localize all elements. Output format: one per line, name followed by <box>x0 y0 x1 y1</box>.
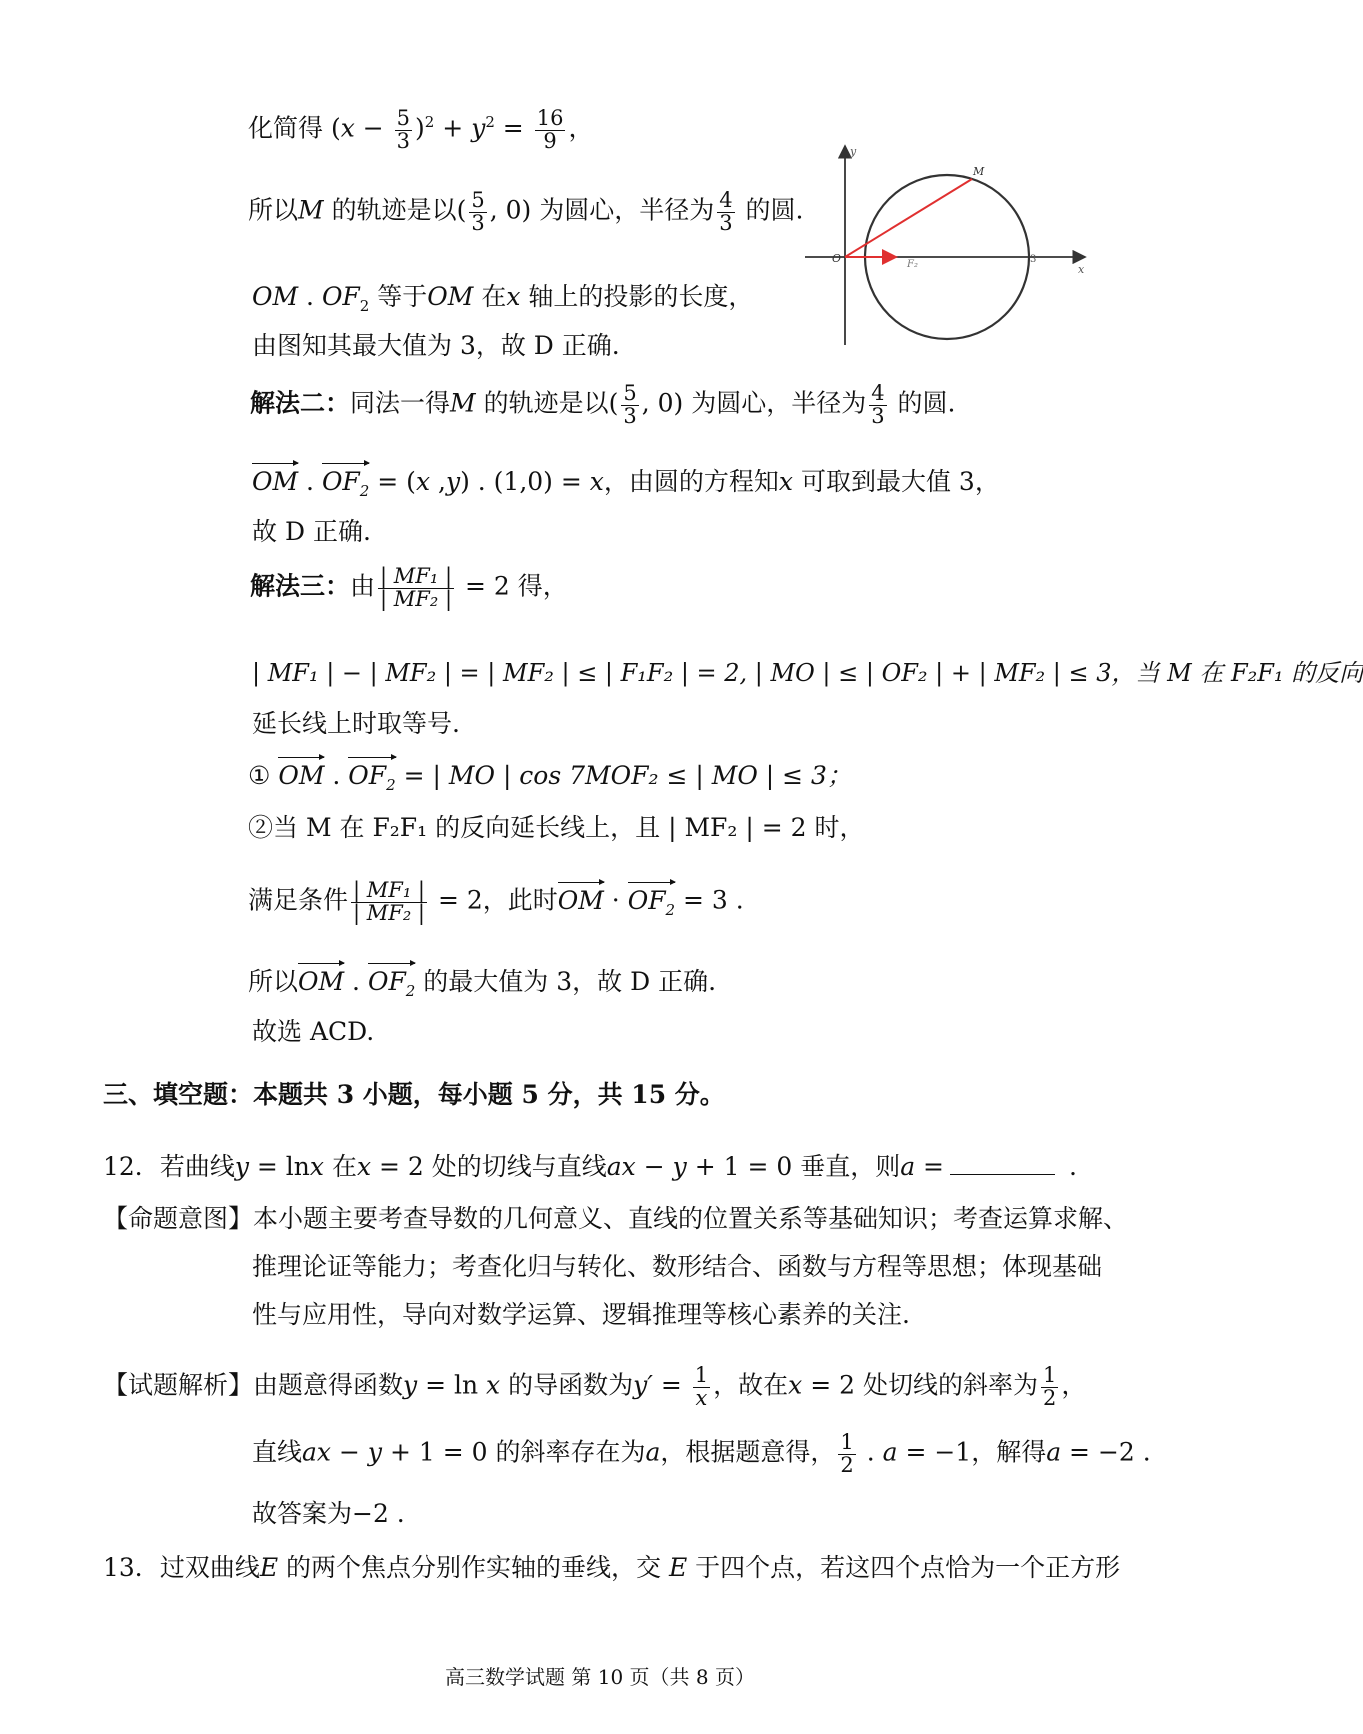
var-OF: OF <box>321 282 360 311</box>
text-line-2 <box>248 190 804 234</box>
vector-OM: OM <box>252 467 299 496</box>
question-12 <box>103 1152 1077 1182</box>
vector-OF2 <box>322 468 369 500</box>
text: 的导函数为 <box>500 1370 634 1400</box>
denominator: x <box>695 1386 708 1410</box>
numerator: 4 <box>871 381 885 405</box>
method-three-line <box>250 566 568 610</box>
dot: . <box>344 967 368 996</box>
text-line-6 <box>252 468 1000 500</box>
question-number: 12． <box>103 1152 160 1181</box>
var-E: E <box>668 1553 688 1582</box>
method-two-line <box>250 383 956 427</box>
vector-OM: OM <box>557 885 604 915</box>
text: ) . (1,0) = <box>460 467 590 496</box>
text-line-7: 故 D 正确. <box>252 517 371 546</box>
text: = −2 . <box>1061 1437 1151 1467</box>
text: 若曲线 <box>159 1152 235 1181</box>
text: 轴上的投影的长度， <box>520 282 754 311</box>
question-13 <box>103 1554 1120 1583</box>
text: 的圆. <box>737 195 804 225</box>
inequality-line: | MF₁ | − | MF₂ | = | MF₂ | ≤ | F₁F₂ | = 2, | MO | ≤ | OF₂ | + | MF₂ | ≤ 3，当 M 在 F₂F₁ 的反向 <box>252 659 1363 687</box>
text: = 2，此时 <box>430 885 558 915</box>
var-OF: OF <box>627 885 666 915</box>
text: 等于 <box>369 282 428 311</box>
page-footer: 高三数学试题 第 10 页（共 8 页） <box>445 1665 755 1689</box>
var-y: y <box>672 1152 687 1181</box>
text: , <box>430 467 446 496</box>
text-line-13 <box>248 880 744 924</box>
text-line-14 <box>248 968 716 1000</box>
fraction-5-3 <box>621 383 638 427</box>
denominator: 2 <box>840 1453 854 1477</box>
text: = ( <box>369 467 416 496</box>
var-y: y <box>403 1370 418 1400</box>
comma: ， <box>568 113 594 143</box>
subscript: 2 <box>665 900 676 919</box>
var-y-prime: y′ <box>633 1370 653 1400</box>
denominator: 9 <box>543 129 557 153</box>
minus: − <box>331 1437 368 1467</box>
var-ax: ax <box>302 1437 332 1467</box>
numerator: 1 <box>694 1363 709 1387</box>
var-x: x <box>486 1370 501 1400</box>
vector-OM: OM <box>298 967 345 996</box>
var-y: y <box>471 113 486 143</box>
intercept-label: 3 <box>1030 254 1037 265</box>
numerator: 16 <box>536 106 564 130</box>
var-a: a <box>645 1437 661 1467</box>
answer-line: 故答案为−2 . <box>252 1499 405 1528</box>
text: 由题意得函数 <box>253 1370 404 1400</box>
text: 在 <box>324 1152 357 1181</box>
dot: . <box>858 1437 883 1467</box>
denominator: 3 <box>623 404 637 428</box>
text: = ln <box>248 1152 310 1181</box>
text: = | MO | cos 7MOF₂ ≤ | MO | ≤ 3； <box>395 761 852 790</box>
fraction-5-3 <box>469 190 486 234</box>
text: 的轨迹是以( <box>323 195 467 225</box>
equals: = <box>915 1152 945 1181</box>
vector-OF2 <box>368 968 415 1000</box>
dot: · <box>603 885 628 915</box>
text: 的两个焦点分别作实轴的垂线，交 <box>278 1553 669 1582</box>
intent-line-3: 性与应用性，导向对数学运算、逻辑推理等核心素养的关注. <box>252 1300 910 1329</box>
var-OF: OF <box>321 467 360 496</box>
text: ，由圆的方程知 <box>603 467 779 496</box>
var-x: x <box>506 282 521 311</box>
numerator: | MF₁ | <box>380 564 453 588</box>
numerator: 5 <box>471 188 485 212</box>
subscript: 2 <box>405 982 416 1000</box>
var-M: M <box>298 195 324 225</box>
dot: . <box>298 467 322 496</box>
dot: . <box>324 761 349 790</box>
var-y: y <box>234 1152 249 1181</box>
numerator: 1 <box>1042 1363 1057 1387</box>
equals: = <box>494 113 532 143</box>
vector-OM: OM <box>278 761 325 790</box>
answer-blank[interactable] <box>950 1152 1055 1175</box>
origin-label: O <box>832 252 842 265</box>
y-axis-label: y <box>850 145 857 158</box>
section-heading: 三、填空题：本题共 3 小题，每小题 5 分，共 15 分。 <box>103 1080 725 1109</box>
fraction-16-9 <box>535 108 566 152</box>
text: 本小题主要考查导数的几何意义、直线的位置关系等基础知识；考查运算求解、 <box>253 1204 1129 1233</box>
text: 由 <box>350 571 376 601</box>
fraction-5-3 <box>395 108 412 152</box>
text: = 2 得， <box>457 571 568 601</box>
circle-figure <box>800 140 1095 355</box>
method-label: 解法三： <box>250 571 351 601</box>
text: 过双曲线 <box>159 1553 260 1582</box>
denominator: 3 <box>719 211 733 235</box>
subscript: 2 <box>359 482 370 500</box>
text: 可取到最大值 3， <box>793 467 1000 496</box>
var-x: x <box>340 113 355 143</box>
vector-OF2 <box>348 762 395 794</box>
intent-line-2: 推理论证等能力；考查化归与转化、数形结合、函数与方程等思想；体现基础 <box>252 1252 1103 1281</box>
text: 的圆. <box>889 388 956 418</box>
denominator: 3 <box>396 129 411 153</box>
paren: ) <box>415 113 425 143</box>
circled-one: ① <box>248 761 279 790</box>
dot: . <box>298 282 322 311</box>
intent-line-1 <box>103 1205 1128 1234</box>
var-OF: OF <box>348 761 387 790</box>
var-x: x <box>778 467 794 496</box>
numerator: 4 <box>719 188 733 212</box>
var-a: a <box>882 1437 898 1467</box>
numerator: 5 <box>623 381 637 405</box>
vector-OF2 <box>628 887 675 919</box>
fraction-1-2 <box>1041 1365 1058 1409</box>
var-OM: OM <box>252 282 299 311</box>
exponent: 2 <box>485 113 495 132</box>
exponent: 2 <box>424 113 435 132</box>
analysis-line-2 <box>252 1432 1151 1476</box>
text: = 2 处的切线与直线 <box>371 1152 607 1181</box>
var-OM: OM <box>427 282 474 311</box>
comma: ， <box>1061 1370 1087 1400</box>
text: 于四个点，若这四个点恰为一个正方形 <box>687 1553 1121 1582</box>
denominator: | MF₂ | <box>353 901 426 925</box>
equation-line-1 <box>248 108 593 152</box>
var-x: x <box>309 1152 324 1181</box>
text: 的最大值为 3，故 D 正确. <box>415 967 717 996</box>
var-x: x <box>356 1152 372 1181</box>
text: 在 <box>473 282 507 311</box>
denominator: 3 <box>471 211 485 235</box>
fraction-MF1-MF2 <box>378 566 454 610</box>
point-F2-label: F₂ <box>907 259 918 270</box>
numerator: 1 <box>840 1430 854 1454</box>
subscript: 2 <box>359 297 370 315</box>
point-M-label: M <box>973 165 985 178</box>
denominator: 3 <box>871 404 885 428</box>
var-OF: OF <box>367 967 406 996</box>
x-axis-label: x <box>1078 263 1085 276</box>
text: 同法一得 <box>350 388 451 418</box>
segment-OM <box>845 179 972 257</box>
var-x: x <box>788 1370 803 1400</box>
minus: − <box>635 1152 673 1181</box>
var-M: M <box>450 388 476 418</box>
text: ，故在 <box>713 1370 789 1400</box>
text: 所以 <box>248 195 299 225</box>
denominator: 2 <box>1042 1386 1057 1410</box>
equals: = <box>652 1370 690 1400</box>
subscript: 2 <box>386 776 396 794</box>
fraction-4-3 <box>717 190 734 234</box>
text: 的轨迹是以( <box>475 388 619 418</box>
fraction-MF1-MF2 <box>351 880 427 924</box>
numerator: 5 <box>396 106 411 130</box>
text: 满足条件 <box>248 885 349 915</box>
minus: − <box>354 113 392 143</box>
text: + 1 = 0 垂直，则 <box>686 1152 901 1181</box>
text: = ln <box>417 1370 487 1400</box>
plus: + <box>434 113 472 143</box>
text: 化简得 ( <box>248 113 341 143</box>
var-ax: ax <box>606 1152 636 1181</box>
text-line-10: 延长线上时取等号. <box>252 709 460 738</box>
text-line-4: 由图知其最大值为 3，故 D 正确. <box>252 331 620 360</box>
denominator: | MF₂ | <box>380 587 453 611</box>
method-label: 解法二： <box>250 388 351 418</box>
intent-label: 【命题意图】 <box>103 1204 254 1233</box>
text: 直线 <box>252 1437 303 1467</box>
text: = 2 处切线的斜率为 <box>802 1370 1038 1400</box>
period: . <box>1061 1152 1077 1181</box>
var-y: y <box>367 1437 382 1467</box>
text: = 3 . <box>675 885 744 915</box>
text: = −1，解得 <box>897 1437 1047 1467</box>
var-a: a <box>900 1152 916 1181</box>
var-E: E <box>259 1553 279 1582</box>
analysis-label: 【试题解析】 <box>103 1370 254 1400</box>
numerator: | MF₁ | <box>353 878 426 902</box>
var-x: x <box>415 467 431 496</box>
text: , 0) 为圆心，半径为 <box>489 195 715 225</box>
text-line-12: ②当 M 在 F₂F₁ 的反向延长线上，且 | MF₂ | = 2 时， <box>248 813 865 842</box>
text: + 1 = 0 的斜率存在为 <box>382 1437 646 1467</box>
question-number: 13． <box>103 1553 160 1582</box>
text: ，根据题意得， <box>660 1437 836 1467</box>
text: , 0) 为圆心，半径为 <box>641 388 867 418</box>
text-line-3 <box>252 283 753 315</box>
fraction-1-2 <box>838 1432 855 1476</box>
var-a: a <box>1046 1437 1062 1467</box>
text: 所以 <box>248 967 299 996</box>
fraction-4-3 <box>869 383 886 427</box>
text-line-15: 故选 ACD. <box>252 1017 375 1046</box>
analysis-line-1 <box>103 1365 1086 1409</box>
var-x: x <box>589 467 604 496</box>
fraction-1-x <box>693 1365 710 1409</box>
var-y: y <box>445 467 461 496</box>
text-line-11 <box>248 762 852 794</box>
